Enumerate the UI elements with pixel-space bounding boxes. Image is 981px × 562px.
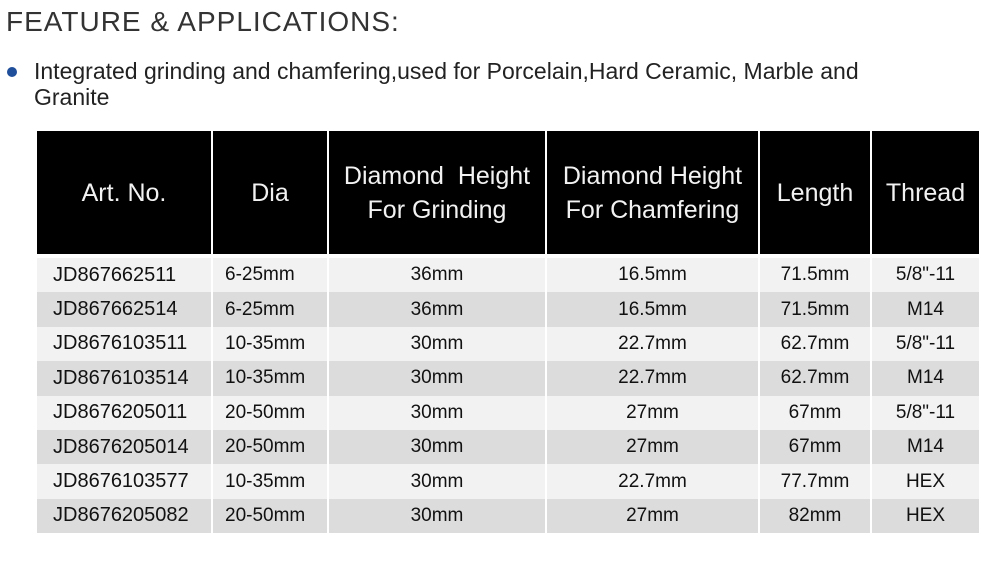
header-dia: Dia [212, 131, 328, 254]
cell-length: 82mm [759, 499, 871, 533]
table-row [37, 430, 979, 464]
cell-chamfering: 22.7mm [546, 361, 759, 395]
cell-chamfering: 27mm [546, 396, 759, 430]
header-thread: Thread [871, 131, 979, 254]
cell-grinding: 30mm [328, 361, 546, 395]
cell-dia: 10-35mm [212, 327, 328, 361]
cell-dia: 20-50mm [212, 499, 328, 533]
cell-chamfering: 27mm [546, 430, 759, 464]
cell-length: 62.7mm [759, 327, 871, 361]
page-heading: FEATURE & APPLICATIONS: [6, 6, 400, 37]
bullet-dot-icon [7, 67, 17, 77]
cell-chamfering: 16.5mm [546, 258, 759, 292]
cell-art-no: JD8676103577 [37, 464, 212, 498]
cell-art-no: JD8676205014 [37, 430, 212, 464]
cell-chamfering: 16.5mm [546, 292, 759, 326]
header-grinding-line1: Diamond Height [343, 161, 531, 190]
cell-art-no: JD8676103514 [37, 361, 212, 395]
cell-dia: 10-35mm [212, 361, 328, 395]
table-row [37, 396, 979, 430]
cell-dia: 20-50mm [212, 396, 328, 430]
cell-thread: HEX [871, 499, 979, 533]
header-grinding-line2: For Grinding [367, 195, 507, 224]
cell-grinding: 30mm [328, 396, 546, 430]
cell-thread: 5/8"-11 [871, 396, 979, 430]
table-header-row [37, 131, 979, 254]
header-chamfer-line1: Diamond Height [562, 161, 743, 190]
cell-thread: M14 [871, 430, 979, 464]
header-chamfer-line2: For Chamfering [565, 195, 740, 224]
header-grinding-height [328, 131, 546, 254]
cell-length: 62.7mm [759, 361, 871, 395]
cell-grinding: 30mm [328, 327, 546, 361]
cell-chamfering: 27mm [546, 499, 759, 533]
cell-length: 67mm [759, 396, 871, 430]
cell-length: 67mm [759, 430, 871, 464]
cell-art-no: JD867662514 [37, 292, 212, 326]
cell-chamfering: 22.7mm [546, 464, 759, 498]
feature-bullet [7, 58, 907, 110]
cell-thread: M14 [871, 361, 979, 395]
feature-text: Integrated grinding and chamfering,used for Porcelain,Hard Ceramic, Marble and Granite [34, 58, 859, 110]
cell-grinding: 30mm [328, 430, 546, 464]
table-row [37, 464, 979, 498]
table-row [37, 361, 979, 395]
cell-thread: 5/8"-11 [871, 258, 979, 292]
cell-dia: 20-50mm [212, 430, 328, 464]
table-row [37, 499, 979, 533]
header-art-no: Art. No. [37, 131, 212, 254]
header-chamfer-height [546, 131, 759, 254]
cell-art-no: JD8676205011 [37, 396, 212, 430]
cell-chamfering: 22.7mm [546, 327, 759, 361]
cell-dia: 6-25mm [212, 258, 328, 292]
cell-grinding: 30mm [328, 464, 546, 498]
cell-length: 71.5mm [759, 292, 871, 326]
header-length: Length [759, 131, 871, 254]
table-row [37, 258, 979, 292]
cell-length: 71.5mm [759, 258, 871, 292]
cell-grinding: 30mm [328, 499, 546, 533]
cell-grinding: 36mm [328, 258, 546, 292]
cell-dia: 6-25mm [212, 292, 328, 326]
cell-grinding: 36mm [328, 292, 546, 326]
spec-table [37, 131, 979, 533]
cell-length: 77.7mm [759, 464, 871, 498]
cell-dia: 10-35mm [212, 464, 328, 498]
cell-thread: M14 [871, 292, 979, 326]
cell-art-no: JD8676103511 [37, 327, 212, 361]
table-row [37, 327, 979, 361]
cell-thread: 5/8"-11 [871, 327, 979, 361]
table-row [37, 292, 979, 326]
cell-art-no: JD867662511 [37, 258, 212, 292]
cell-thread: HEX [871, 464, 979, 498]
cell-art-no: JD8676205082 [37, 499, 212, 533]
